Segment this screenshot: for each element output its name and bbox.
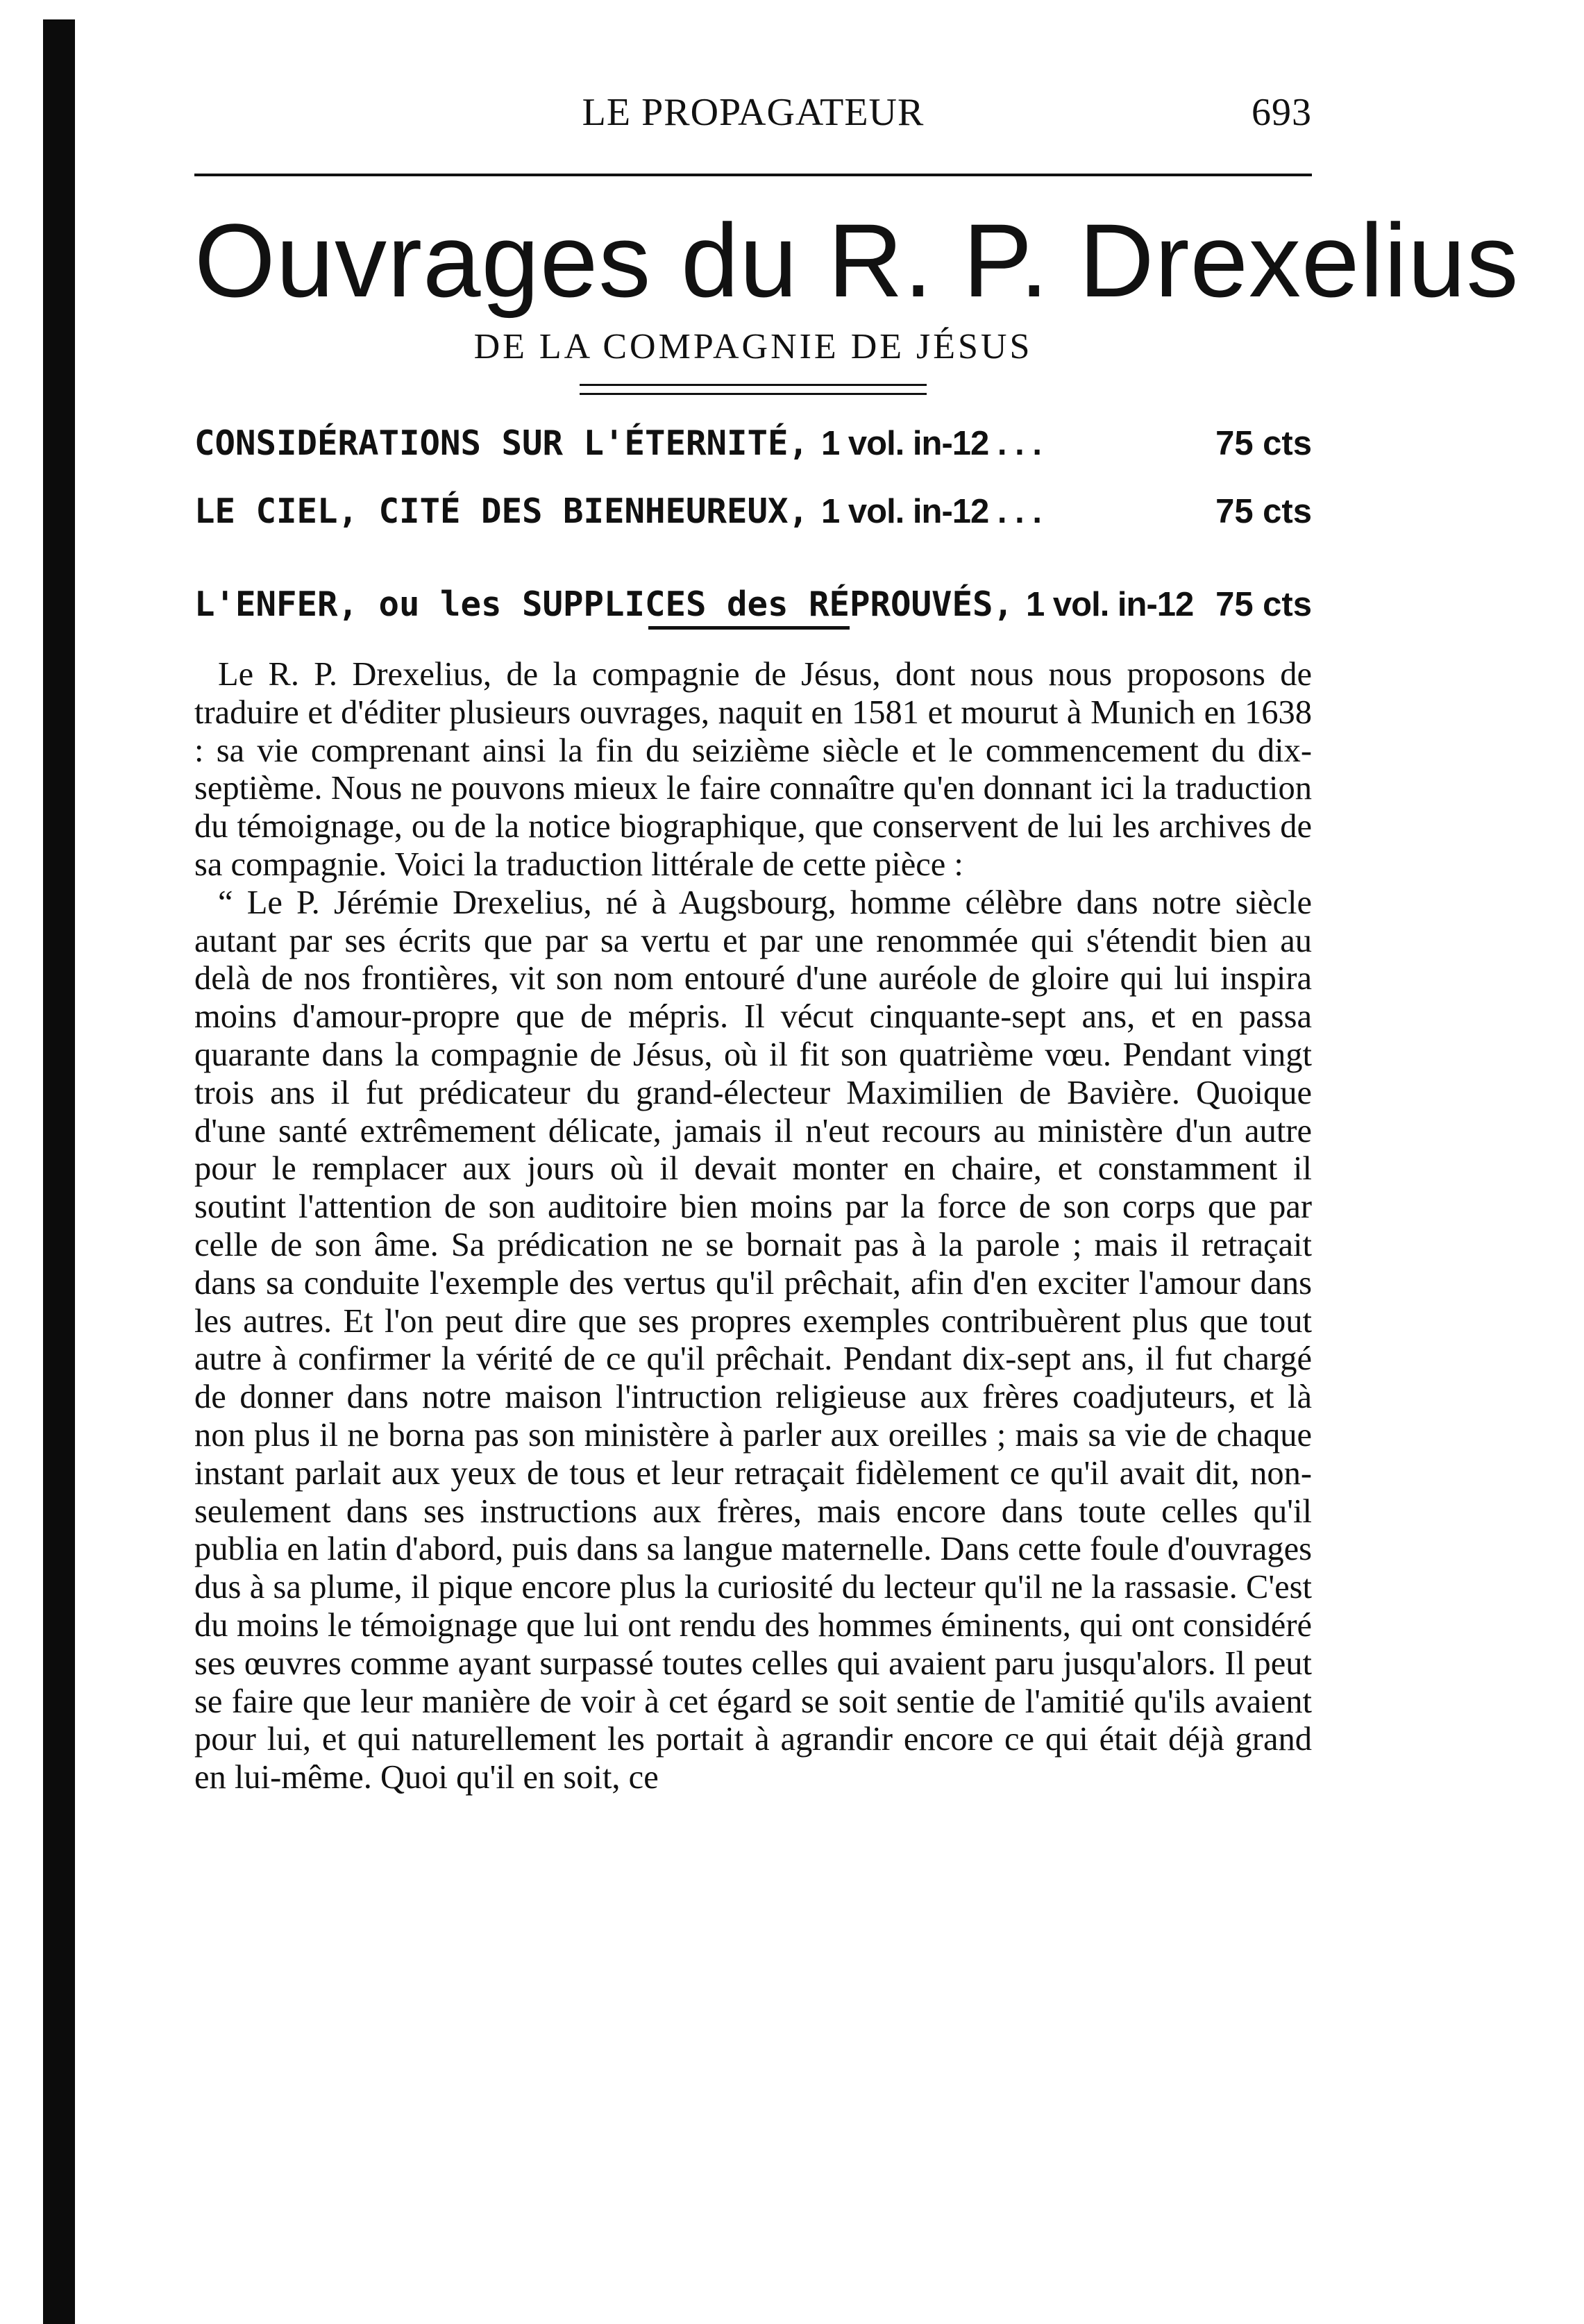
body-text — [194, 656, 1312, 1797]
work-item — [194, 478, 1312, 546]
page-title: Ouvrages du R. P. Drexelius — [194, 202, 1519, 319]
double-divider — [580, 384, 927, 395]
document-page — [194, 0, 1519, 2324]
works-list — [194, 410, 1312, 639]
header-rule — [194, 174, 1312, 176]
work-format: 1 vol. in-12 . . . — [821, 425, 1041, 462]
work-title: L'ENFER, ou les SUPPLICES des RÉPROUVÉS, — [194, 584, 1014, 624]
work-price: 75 cts — [1215, 586, 1312, 623]
work-item — [194, 410, 1312, 478]
work-title: LE CIEL, CITÉ DES BIENHEUREUX, — [194, 491, 809, 531]
page-number: 693 — [1252, 91, 1312, 134]
work-format: 1 vol. in-12 — [1026, 586, 1194, 623]
page-subtitle: DE LA COMPAGNIE DE JÉSUS — [473, 327, 1033, 367]
running-title: LE PROPAGATEUR — [582, 91, 925, 134]
section-divider — [648, 626, 850, 630]
work-price: 75 cts — [1215, 425, 1312, 462]
paragraph: “ Le P. Jérémie Drexelius, né à Augsbourg, homme célèbre dans notre siècle autant par ses écrits que par sa vertu et par une renommée qui s'étendit bien au delà de nos frontières, vit son nom entouré d'une auréole de gloire qui lui inspira moins d'amour-propre que de mépris. Il vécut cinquante-sept ans, et en passa quarante dans la compagnie de Jésus, où il fit son quatrième vœu. Pendant vingt trois ans il fut prédicateur du grand-électeur Maximilien de Bavière. Quoique d'une santé extrêmement délicate, jamais il n'eut recours au ministère d'un autre pour le remplacer aux jours où il devait monter en chaire, et constamment il soutint l'attention de son auditoire bien moins par la force de son corps que par celle de son âme. Sa prédication ne se bornait pas à la parole ; mais il retraçait dans sa conduite l'exemple des vertus qu'il prêchait, afin d'en exciter l'amour dans les autres. Et l'on peut dire que ses propres exemples contribuèrent plus que tout autre à confirmer la vérité de ce qu'il prêchait. Pendant dix-sept ans, il fut chargé de donner dans notre maison l'intruction religieuse aux frères coadjuteurs, et là non plus il ne borna pas son ministère à parler aux oreilles ; mais sa vie de chaque instant parlait aux yeux de tous et leur retraçait fidèlement ce qu'il avait dit, non-seulement dans ses instructions aux frères, mais encore dans toute celles qu'il publia en latin d'abord, puis dans sa langue maternelle. Dans cette foule d'ouvrages dus à sa plume, il pique encore plus la curiosité du lecteur qu'il ne la rassasie. C'est du moins le témoignage que lui ont rendu des hommes éminents, qui ont considéré ses œuvres comme ayant surpassé toutes celles qui avaient paru jusqu'alors. Il peut se faire que leur manière de voir à cet égard se soit sentie de l'amitié qu'ils avaient pour lui, et qui naturellement les portait à agrandir encore ce qui était déjà grand en lui-même. Quoi qu'il en soit, ce — [194, 884, 1312, 1796]
paragraph: Le R. P. Drexelius, de la compagnie de Jésus, dont nous nous proposons de traduire et d'éditer plusieurs ouvrages, naquit en 1581 et mourut à Munich en 1638 : sa vie comprenant ainsi la fin du seizième siècle et le commencement du dix-septième. Nous ne pouvons mieux le faire connaître qu'en donnant ici la traduction du témoignage, ou de la notice biographique, que conservent de lui les archives de sa compagnie. Voici la traduction littérale de cette pièce : — [194, 656, 1312, 883]
running-header — [194, 90, 1312, 146]
work-format: 1 vol. in-12 . . . — [821, 493, 1041, 530]
work-price: 75 cts — [1215, 493, 1312, 530]
work-title: CONSIDÉRATIONS SUR L'ÉTERNITÉ, — [194, 423, 809, 463]
scan-edge-bar — [43, 19, 75, 2324]
